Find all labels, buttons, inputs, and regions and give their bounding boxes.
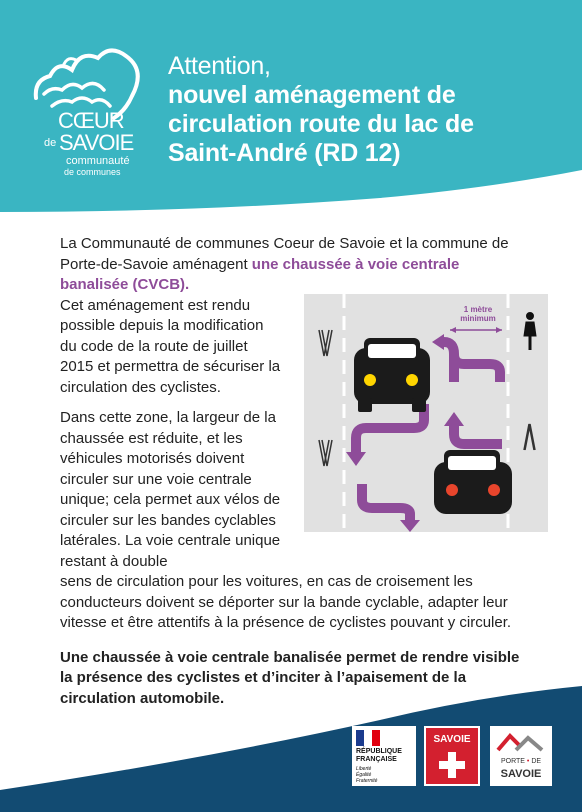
road-illustration	[304, 294, 548, 532]
rf-line-2: FRANÇAISE	[356, 756, 397, 763]
paragraph-3-narrow: Dans cette zone, la largeur de la chaussée est réduite, et les véhicules motorisés doivent circuler sur une voie centrale unique; cela permet aux vélos de circuler sur les bandes cyclables latérales. La voie centrale unique restant à double	[60, 409, 281, 570]
logo-text-de-communes: de communes	[64, 167, 121, 177]
car-icon-1	[354, 338, 430, 412]
conclusion-paragraph: Une chaussée à voie centrale banalisée permet de rendre visible la présence des cyclistes et d’inciter à l’apaisement de la circulation automobile.	[60, 648, 520, 707]
paragraph-3-wide: sens de circulation pour les voitures, en cas de croisement les conducteurs doivent se déporter sur la bande cyclable, adapter leur vitesse et être attentifs à la présence de cyclistes pouvant y circuler.	[60, 573, 512, 631]
porte-de-savoie-logo	[490, 726, 552, 786]
title-line-4: Saint-André (RD 12)	[168, 139, 401, 167]
logo-text-coeur: CŒUR	[58, 108, 124, 133]
savoie-logo	[424, 726, 480, 786]
rf-motto-1: Liberté	[356, 766, 372, 772]
paragraph-2: Cet aménagement est rendu possible depuis la modification du code de la route de juillet 2015 et permettra de sécuriser la circulation des cyclistes.	[60, 296, 281, 396]
rf-motto-3: Fraternité	[356, 778, 378, 784]
logo-text-communaute: communauté	[66, 155, 130, 167]
title-line-1: Attention,	[168, 52, 271, 80]
intro-highlight: une chaussée à voie centrale banalisée (CVCB).	[60, 255, 460, 293]
title-line-3: circulation route du lac de	[168, 110, 474, 138]
coeur-de-savoie-logo	[28, 40, 148, 180]
logo-text-savoie: SAVOIE	[59, 130, 134, 155]
pds-line-1: PORTE • DE	[500, 758, 542, 765]
intro-paragraph	[60, 234, 530, 296]
rf-line-1: RÉPUBLIQUE	[356, 748, 402, 755]
rf-motto-2: Égalité	[356, 772, 372, 778]
savoie-text: SAVOIE	[433, 734, 471, 745]
intro-text: La Communauté de communes Coeur de Savoie et la commune de Porte-de-Savoie aménagent	[60, 235, 509, 273]
page-title	[168, 52, 568, 168]
title-line-2: nouvel aménagement de	[168, 81, 456, 109]
republique-francaise-logo	[352, 726, 416, 786]
measure-label-1: 1 mètre	[463, 305, 493, 314]
pds-line-2: SAVOIE	[500, 768, 542, 780]
marianne-icon	[356, 730, 380, 746]
logo-text-de: de	[44, 137, 57, 149]
mountain-icon	[496, 730, 546, 754]
measure-label-2: minimum	[460, 314, 496, 323]
cross-icon	[437, 750, 467, 780]
partner-logos	[352, 726, 552, 786]
